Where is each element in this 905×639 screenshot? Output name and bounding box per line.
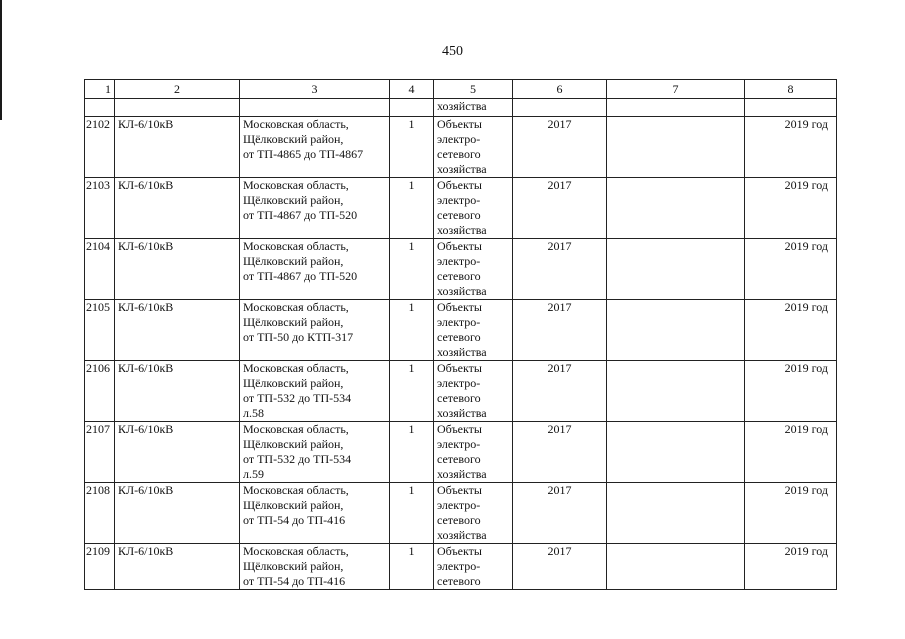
cell-year — [513, 99, 607, 117]
column-header-4: 4 — [390, 80, 434, 99]
cell-num: 2104 — [85, 239, 115, 300]
cell-completion — [745, 99, 837, 117]
cell-purpose: Объекты электро- сетевого хозяйства — [434, 300, 513, 361]
table-row — [85, 483, 837, 544]
column-header-2: 2 — [115, 80, 240, 99]
cell-num: 2107 — [85, 422, 115, 483]
table-row — [85, 361, 837, 422]
cell-qty: 1 — [390, 361, 434, 422]
cell-name: КЛ-6/10кВ — [115, 178, 240, 239]
cell-col7 — [607, 300, 745, 361]
cell-completion: 2019 год — [745, 117, 837, 178]
cell-col7 — [607, 544, 745, 590]
page-number: 450 — [442, 44, 463, 59]
cell-name: КЛ-6/10кВ — [115, 422, 240, 483]
column-header-3: 3 — [240, 80, 390, 99]
cell-col7 — [607, 361, 745, 422]
column-number-row — [85, 80, 837, 99]
cell-num — [85, 99, 115, 117]
cell-col7 — [607, 483, 745, 544]
cell-address: Московская область, Щёлковский район, от ТП-4867 до ТП-520 — [240, 178, 390, 239]
cell-qty: 1 — [390, 300, 434, 361]
table-row — [85, 178, 837, 239]
cell-year: 2017 — [513, 422, 607, 483]
cell-col7 — [607, 422, 745, 483]
cell-col7 — [607, 239, 745, 300]
cell-address: Московская область, Щёлковский район, от ТП-54 до ТП-416 — [240, 544, 390, 590]
cell-completion: 2019 год — [745, 178, 837, 239]
cell-num: 2108 — [85, 483, 115, 544]
table-row — [85, 117, 837, 178]
cell-num: 2109 — [85, 544, 115, 590]
cell-purpose: Объекты электро- сетевого хозяйства — [434, 422, 513, 483]
cell-purpose: Объекты электро- сетевого хозяйства — [434, 361, 513, 422]
table-row — [85, 544, 837, 590]
column-header-5: 5 — [434, 80, 513, 99]
cell-name: КЛ-6/10кВ — [115, 483, 240, 544]
column-header-6: 6 — [513, 80, 607, 99]
cell-num: 2103 — [85, 178, 115, 239]
cell-purpose: хозяйства — [434, 99, 513, 117]
cell-completion: 2019 год — [745, 361, 837, 422]
cell-address: Московская область, Щёлковский район, от ТП-4865 до ТП-4867 — [240, 117, 390, 178]
cell-name: КЛ-6/10кВ — [115, 544, 240, 590]
cell-name: КЛ-6/10кВ — [115, 239, 240, 300]
cell-purpose: Объекты электро- сетевого хозяйства — [434, 117, 513, 178]
cell-num: 2106 — [85, 361, 115, 422]
register-table — [84, 79, 837, 590]
cell-name: КЛ-6/10кВ — [115, 117, 240, 178]
cell-purpose: Объекты электро- сетевого хозяйства — [434, 483, 513, 544]
cell-num: 2105 — [85, 300, 115, 361]
cell-col7 — [607, 99, 745, 117]
table-row — [85, 422, 837, 483]
cell-completion: 2019 год — [745, 422, 837, 483]
cell-year: 2017 — [513, 117, 607, 178]
cell-year: 2017 — [513, 300, 607, 361]
cell-year: 2017 — [513, 483, 607, 544]
scan-edge-mark — [0, 0, 2, 120]
table-row — [85, 239, 837, 300]
cell-name: КЛ-6/10кВ — [115, 300, 240, 361]
cell-qty: 1 — [390, 544, 434, 590]
cell-completion: 2019 год — [745, 483, 837, 544]
cell-purpose: Объекты электро- сетевого хозяйства — [434, 178, 513, 239]
cell-year: 2017 — [513, 178, 607, 239]
cell-num: 2102 — [85, 117, 115, 178]
column-header-1: 1 — [85, 80, 115, 99]
cell-qty: 1 — [390, 178, 434, 239]
cell-completion: 2019 год — [745, 239, 837, 300]
cell-completion: 2019 год — [745, 544, 837, 590]
cell-name — [115, 99, 240, 117]
cell-qty — [390, 99, 434, 117]
cell-address: Московская область, Щёлковский район, от ТП-54 до ТП-416 — [240, 483, 390, 544]
cell-col7 — [607, 178, 745, 239]
cell-purpose: Объекты электро- сетевого — [434, 544, 513, 590]
cell-qty: 1 — [390, 239, 434, 300]
cell-year: 2017 — [513, 361, 607, 422]
cell-qty: 1 — [390, 117, 434, 178]
cell-address: Московская область, Щёлковский район, от ТП-50 до КТП-317 — [240, 300, 390, 361]
cell-year: 2017 — [513, 544, 607, 590]
column-header-8: 8 — [745, 80, 837, 99]
cell-address: Московская область, Щёлковский район, от ТП-532 до ТП-534 л.58 — [240, 361, 390, 422]
cell-address: Московская область, Щёлковский район, от ТП-532 до ТП-534 л.59 — [240, 422, 390, 483]
cell-year: 2017 — [513, 239, 607, 300]
cell-col7 — [607, 117, 745, 178]
table-row — [85, 300, 837, 361]
column-header-7: 7 — [607, 80, 745, 99]
cell-name: КЛ-6/10кВ — [115, 361, 240, 422]
cell-completion: 2019 год — [745, 300, 837, 361]
cell-qty: 1 — [390, 483, 434, 544]
continuation-row — [85, 99, 837, 117]
cell-purpose: Объекты электро- сетевого хозяйства — [434, 239, 513, 300]
cell-address: Московская область, Щёлковский район, от ТП-4867 до ТП-520 — [240, 239, 390, 300]
cell-address — [240, 99, 390, 117]
cell-qty: 1 — [390, 422, 434, 483]
